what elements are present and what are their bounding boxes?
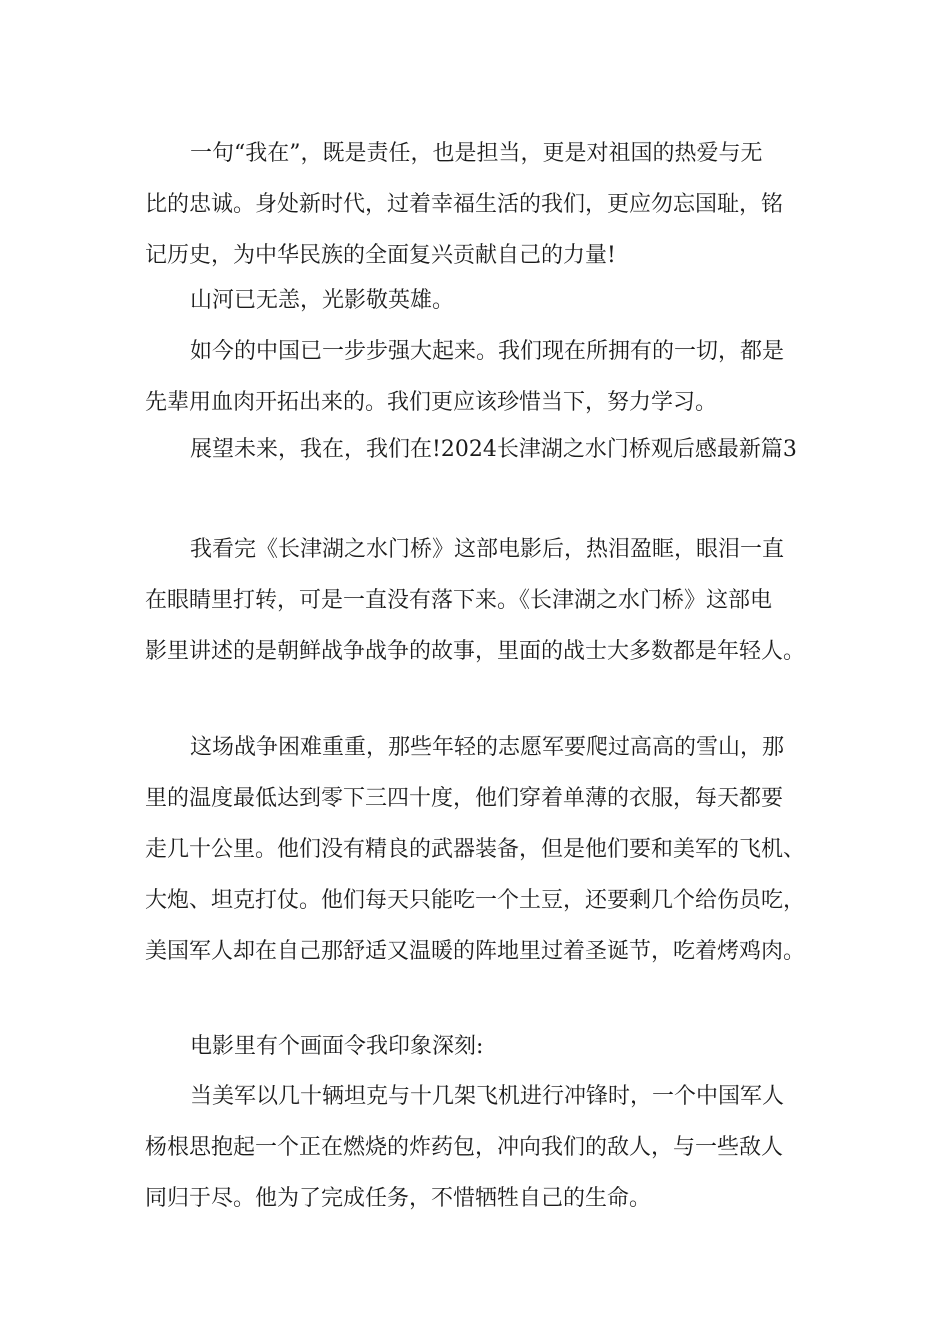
text-line: 山河已无恙，光影敬英雄。 — [190, 288, 455, 313]
text-line: 如今的中国已一步步强大起来。我们现在所拥有的一切，都是 — [190, 339, 785, 364]
text-line: 走几十公里。他们没有精良的武器装备，但是他们要和美军的飞机、 — [145, 837, 806, 862]
paragraph-today — [145, 326, 815, 428]
text-line: 在眼睛里打转，可是一直没有落下来。《长津湖之水门桥》这部电 — [145, 588, 773, 613]
paragraph-future-heading — [145, 424, 815, 475]
text-line: 大炮、坦克打仗。他们每天只能吃一个土豆，还要剩几个给伤员吃， — [145, 888, 806, 913]
text-line: 电影里有个画面令我印象深刻: — [190, 1034, 484, 1059]
text-line: 杨根思抱起一个正在燃烧的炸药包，冲向我们的敌人，与一些敌人 — [145, 1135, 784, 1160]
text-line: 记历史，为中华民族的全面复兴贡献自己的力量! — [145, 243, 616, 268]
text-line: 先辈用血肉开拓出来的。我们更应该珍惜当下，努力学习。 — [145, 390, 718, 415]
text-line: 我看完《长津湖之水门桥》这部电影后，热泪盈眶，眼泪一直 — [190, 537, 785, 562]
text-line: 里的温度最低达到零下三四十度，他们穿着单薄的衣服，每天都要 — [145, 786, 784, 811]
text-line: 展望未来，我在，我们在!2024长津湖之水门桥观后感最新篇3 — [190, 437, 797, 462]
text-line: 一句“我在”，既是责任，也是担当，更是对祖国的热爱与无 — [190, 141, 763, 166]
text-line: 影里讲述的是朝鲜战争战争的故事，里面的战士大多数都是年轻人。 — [145, 639, 806, 664]
paragraph-impression — [145, 1021, 815, 1072]
text-line: 当美军以几十辆坦克与十几架飞机进行冲锋时，一个中国军人 — [190, 1084, 785, 1109]
text-line: 这场战争困难重重，那些年轻的志愿军要爬过高高的雪山，那 — [190, 735, 785, 760]
paragraph-tribute — [145, 275, 815, 326]
paragraph-sacrifice — [145, 1071, 815, 1224]
paragraph-war-hardship — [145, 722, 815, 977]
paragraph-responsibility — [145, 128, 815, 281]
text-line: 同归于尽。他为了完成任务，不惜牺牲自己的生命。 — [145, 1186, 652, 1211]
text-line: 比的忠诚。身处新时代，过着幸福生活的我们，更应勿忘国耻，铭 — [145, 192, 784, 217]
text-line: 美国军人却在自己那舒适又温暖的阵地里过着圣诞节，吃着烤鸡肉。 — [145, 939, 806, 964]
paragraph-movie-intro — [145, 524, 815, 677]
